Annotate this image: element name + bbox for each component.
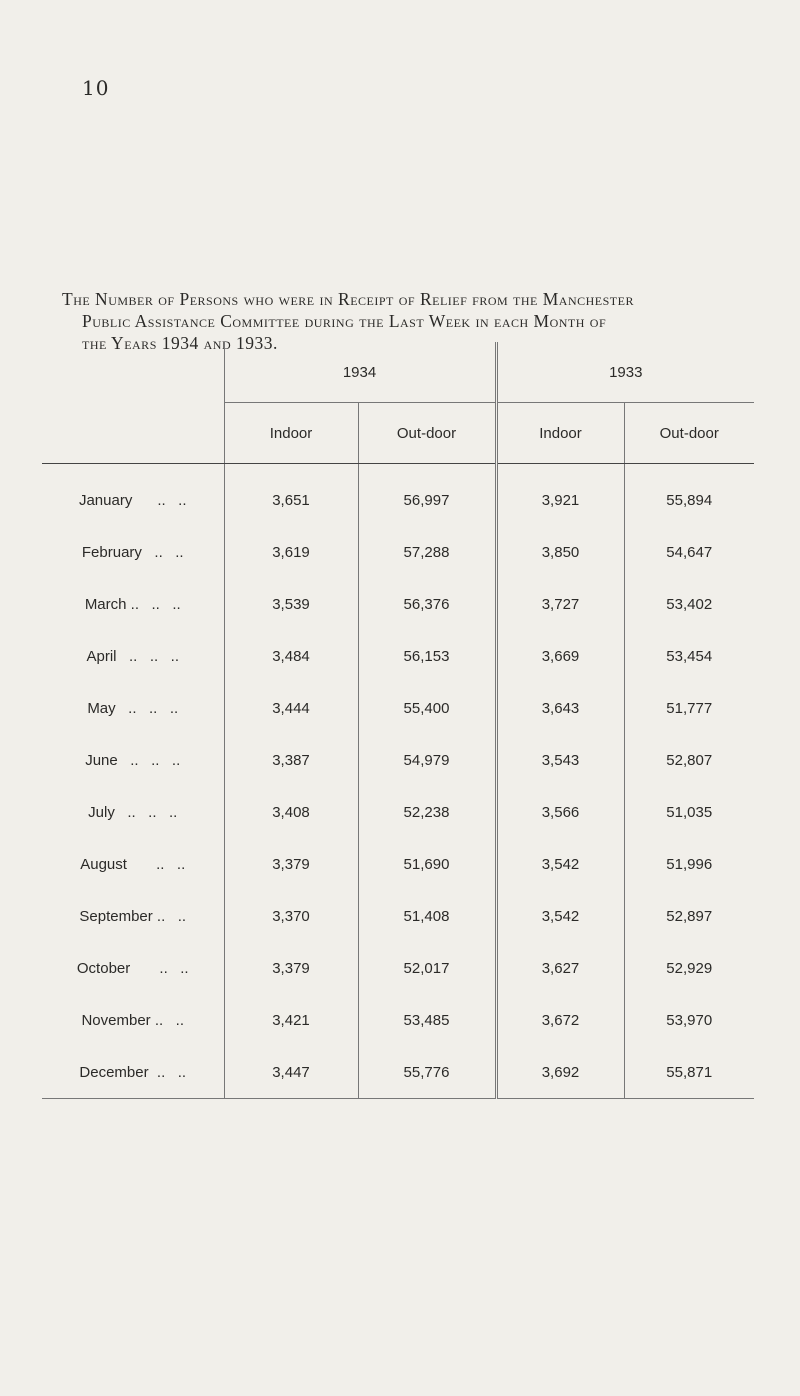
value-outdoor-1933: 51,035 (624, 786, 754, 838)
table-row (42, 578, 754, 630)
value-outdoor-1933: 55,894 (624, 464, 754, 527)
value-indoor-1934: 3,444 (224, 682, 358, 734)
column-header-1934-indoor: Indoor (224, 403, 358, 464)
value-indoor-1934: 3,484 (224, 630, 358, 682)
value-indoor-1934: 3,539 (224, 578, 358, 630)
value-outdoor-1933: 55,871 (624, 1046, 754, 1099)
value-indoor-1933: 3,542 (496, 838, 624, 890)
value-outdoor-1933: 53,402 (624, 578, 754, 630)
value-indoor-1934: 3,421 (224, 994, 358, 1046)
table-body (42, 464, 754, 1099)
value-indoor-1934: 3,651 (224, 464, 358, 527)
month-label: June .. .. .. (85, 751, 181, 769)
year-header-1934: 1934 (224, 342, 496, 403)
value-outdoor-1934: 56,376 (358, 578, 496, 630)
value-outdoor-1933: 52,929 (624, 942, 754, 994)
column-header-1933-outdoor: Out-door (624, 403, 754, 464)
table-row (42, 838, 754, 890)
table-row (42, 786, 754, 838)
value-indoor-1934: 3,379 (224, 942, 358, 994)
value-outdoor-1934: 56,997 (358, 464, 496, 527)
value-outdoor-1934: 51,690 (358, 838, 496, 890)
value-outdoor-1934: 57,288 (358, 526, 496, 578)
value-indoor-1934: 3,370 (224, 890, 358, 942)
table-row (42, 464, 754, 527)
value-outdoor-1933: 53,454 (624, 630, 754, 682)
value-outdoor-1934: 55,776 (358, 1046, 496, 1099)
title-line-1: The Number of Persons who were in Receipt of Relief from the Manchester (62, 289, 634, 309)
column-header-1934-outdoor: Out-door (358, 403, 496, 464)
value-indoor-1933: 3,543 (496, 734, 624, 786)
value-indoor-1933: 3,643 (496, 682, 624, 734)
table-row (42, 526, 754, 578)
value-indoor-1934: 3,387 (224, 734, 358, 786)
month-label: May .. .. .. (87, 699, 179, 717)
month-label: April .. .. .. (86, 647, 180, 665)
value-indoor-1933: 3,669 (496, 630, 624, 682)
value-outdoor-1934: 52,017 (358, 942, 496, 994)
column-header-1933-indoor: Indoor (496, 403, 624, 464)
value-indoor-1933: 3,692 (496, 1046, 624, 1099)
table-row (42, 630, 754, 682)
value-outdoor-1934: 51,408 (358, 890, 496, 942)
value-indoor-1934: 3,447 (224, 1046, 358, 1099)
value-outdoor-1933: 52,807 (624, 734, 754, 786)
title-line-3: the Years 1934 and 1933. (82, 333, 278, 353)
month-label: March .. .. .. (84, 595, 181, 613)
month-label: November .. .. (81, 1011, 185, 1029)
value-indoor-1934: 3,619 (224, 526, 358, 578)
value-outdoor-1933: 51,996 (624, 838, 754, 890)
value-outdoor-1934: 54,979 (358, 734, 496, 786)
table-row (42, 734, 754, 786)
blank-header-cell (42, 342, 224, 403)
value-indoor-1934: 3,379 (224, 838, 358, 890)
year-header-row (42, 342, 754, 403)
column-header-row (42, 403, 754, 464)
page-number: 10 (82, 76, 110, 100)
value-indoor-1933: 3,627 (496, 942, 624, 994)
value-indoor-1933: 3,542 (496, 890, 624, 942)
value-outdoor-1933: 53,970 (624, 994, 754, 1046)
month-label: February .. .. (81, 543, 184, 561)
value-indoor-1933: 3,850 (496, 526, 624, 578)
month-label: September .. .. (79, 907, 187, 925)
table-row (42, 890, 754, 942)
value-indoor-1934: 3,408 (224, 786, 358, 838)
month-label: July .. .. .. (88, 803, 178, 821)
table-row (42, 682, 754, 734)
value-outdoor-1934: 56,153 (358, 630, 496, 682)
table-row (42, 1046, 754, 1099)
value-indoor-1933: 3,727 (496, 578, 624, 630)
value-outdoor-1934: 53,485 (358, 994, 496, 1046)
table-row (42, 942, 754, 994)
table-row (42, 994, 754, 1046)
blank-header-cell (42, 403, 224, 464)
value-indoor-1933: 3,672 (496, 994, 624, 1046)
month-label: October .. .. (76, 959, 189, 977)
value-outdoor-1933: 54,647 (624, 526, 754, 578)
value-outdoor-1933: 52,897 (624, 890, 754, 942)
month-label: January .. .. (78, 491, 187, 509)
month-label: August .. .. (80, 855, 186, 873)
value-outdoor-1933: 51,777 (624, 682, 754, 734)
relief-table (42, 342, 754, 1099)
month-label: December .. .. (42, 1046, 224, 1099)
year-header-1933: 1933 (496, 342, 754, 403)
value-outdoor-1934: 52,238 (358, 786, 496, 838)
value-indoor-1933: 3,921 (496, 464, 624, 527)
value-outdoor-1934: 55,400 (358, 682, 496, 734)
value-indoor-1933: 3,566 (496, 786, 624, 838)
title-line-2: Public Assistance Committee during the Last Week in each Month of (82, 311, 607, 331)
